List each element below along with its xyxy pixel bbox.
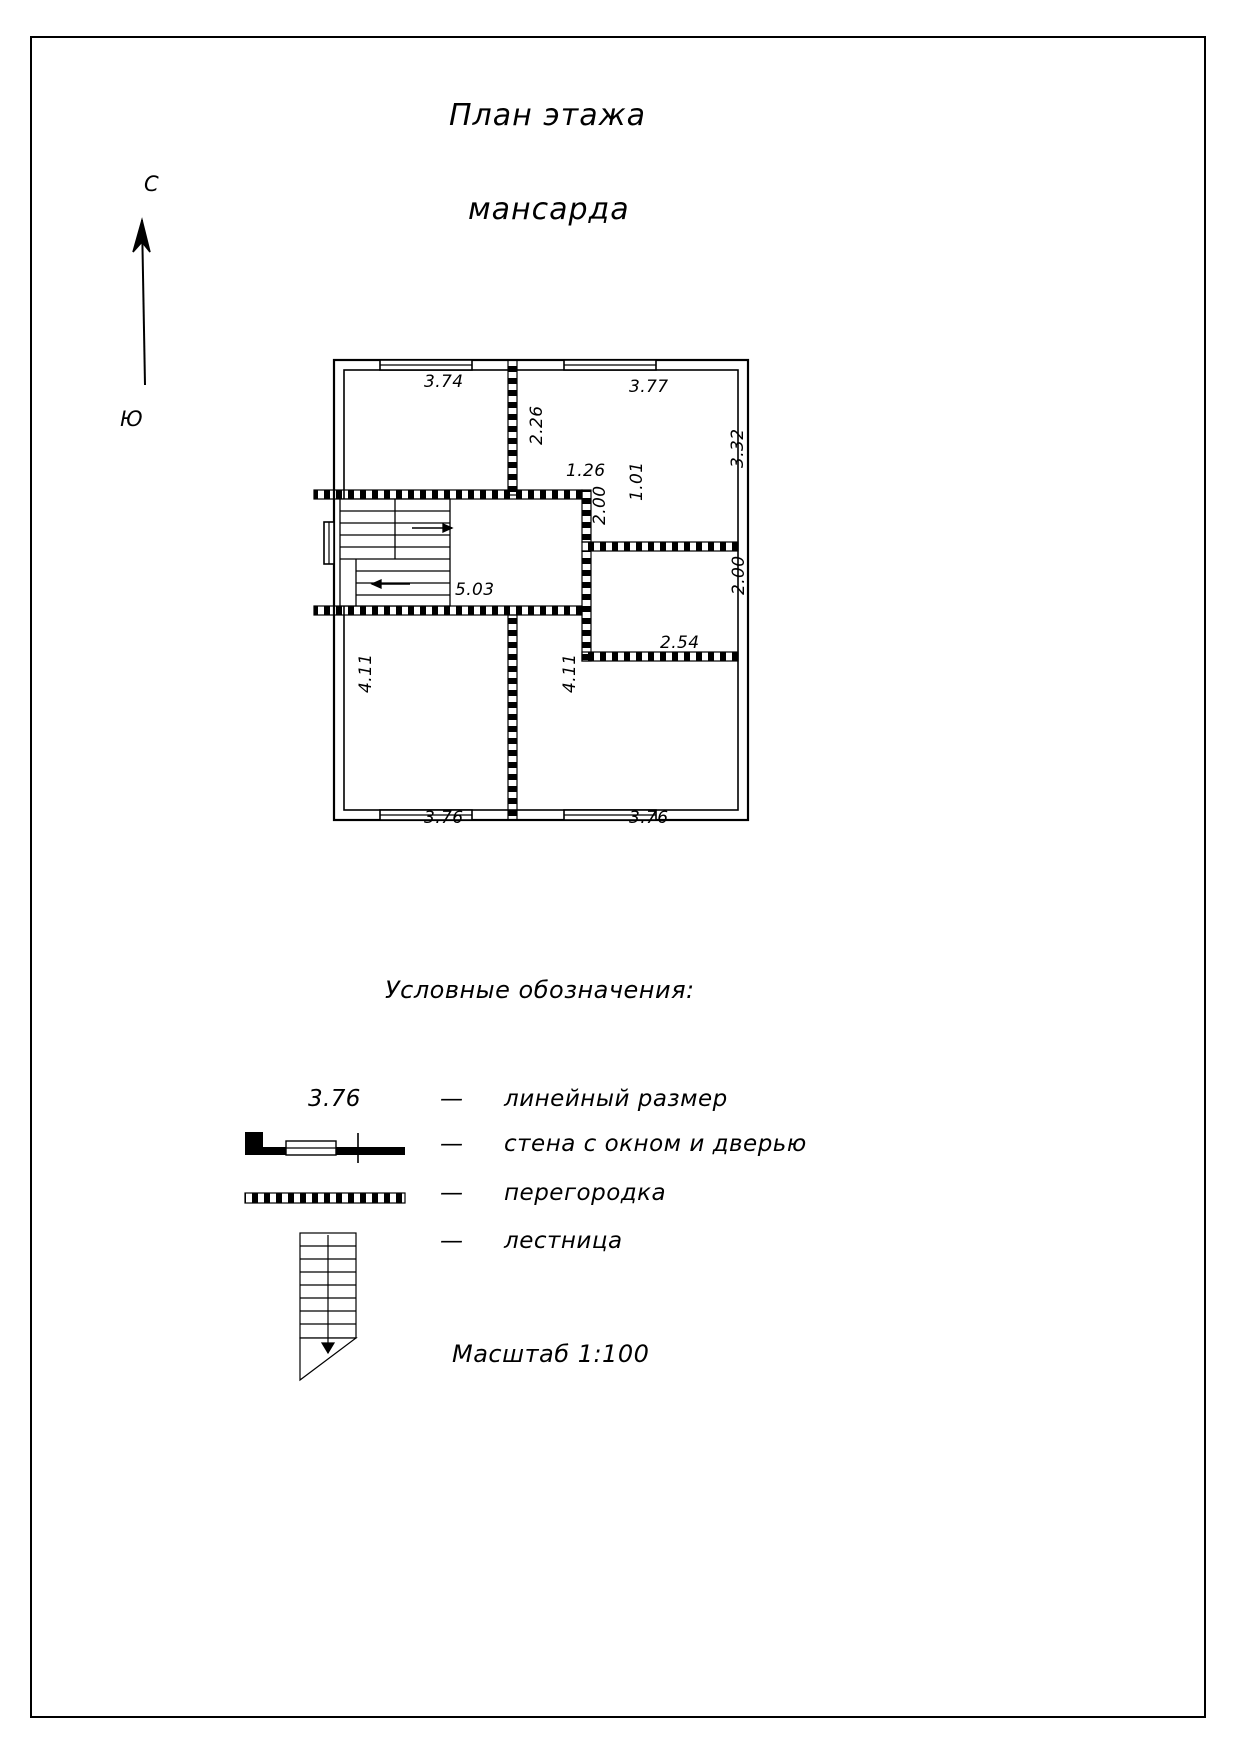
legend-label-stairs: лестница bbox=[504, 1228, 623, 1254]
staircase-symbol bbox=[340, 499, 452, 606]
dim-top-right-room-width: 3.77 bbox=[629, 377, 669, 397]
sheet-border bbox=[30, 36, 1206, 1718]
legend-symbols bbox=[240, 1085, 440, 1385]
legend-dash-2: — bbox=[440, 1131, 464, 1157]
floor-plan-drawing bbox=[300, 330, 820, 870]
legend-label-partition: перегородка bbox=[504, 1180, 667, 1206]
legend-dash-1: — bbox=[440, 1086, 464, 1112]
legend-dash-4: — bbox=[440, 1228, 464, 1254]
dim-corridor-width: 2.00 bbox=[590, 485, 610, 525]
dim-right-upper-room-height: 3.32 bbox=[728, 428, 748, 468]
dim-right-lower-room-height: 2.00 bbox=[729, 555, 749, 595]
legend-label-linear-dimension: линейный размер bbox=[504, 1086, 728, 1112]
dim-bottom-left-room-width: 3.76 bbox=[424, 808, 464, 828]
page-title-line1: План этажа bbox=[449, 98, 647, 133]
legend-dash-3: — bbox=[440, 1180, 464, 1206]
legend-wall-symbol bbox=[245, 1132, 405, 1163]
dim-top-left-room-width: 3.74 bbox=[424, 372, 464, 392]
legend-sample-dimension: 3.76 bbox=[308, 1086, 361, 1112]
legend-heading: Условные обозначения: bbox=[385, 976, 695, 1004]
dim-bottom-right-room-width: 3.76 bbox=[629, 808, 669, 828]
dim-right-lower-room-width: 2.54 bbox=[660, 633, 700, 653]
legend-partition-symbol bbox=[245, 1193, 405, 1203]
dim-bottom-left-room-height: 4.11 bbox=[356, 653, 376, 693]
page-title-line2: мансарда bbox=[468, 192, 630, 227]
legend-label-wall-window-door: стена с окном и дверью bbox=[504, 1131, 807, 1157]
compass-north-label: С bbox=[144, 172, 159, 196]
dim-corridor-opening: 1.01 bbox=[627, 461, 647, 501]
dim-center-partition-lower: 4.11 bbox=[560, 653, 580, 693]
compass-arrow-icon bbox=[120, 190, 180, 390]
legend-stairs-symbol bbox=[300, 1233, 356, 1380]
dim-center-partition-upper: 2.26 bbox=[527, 405, 547, 445]
compass-south-label: Ю bbox=[120, 407, 143, 431]
dim-stairs-length: 5.03 bbox=[455, 580, 495, 600]
dim-corridor-upper-width: 1.26 bbox=[566, 461, 606, 481]
scale-label: Масштаб 1:100 bbox=[452, 1340, 650, 1368]
